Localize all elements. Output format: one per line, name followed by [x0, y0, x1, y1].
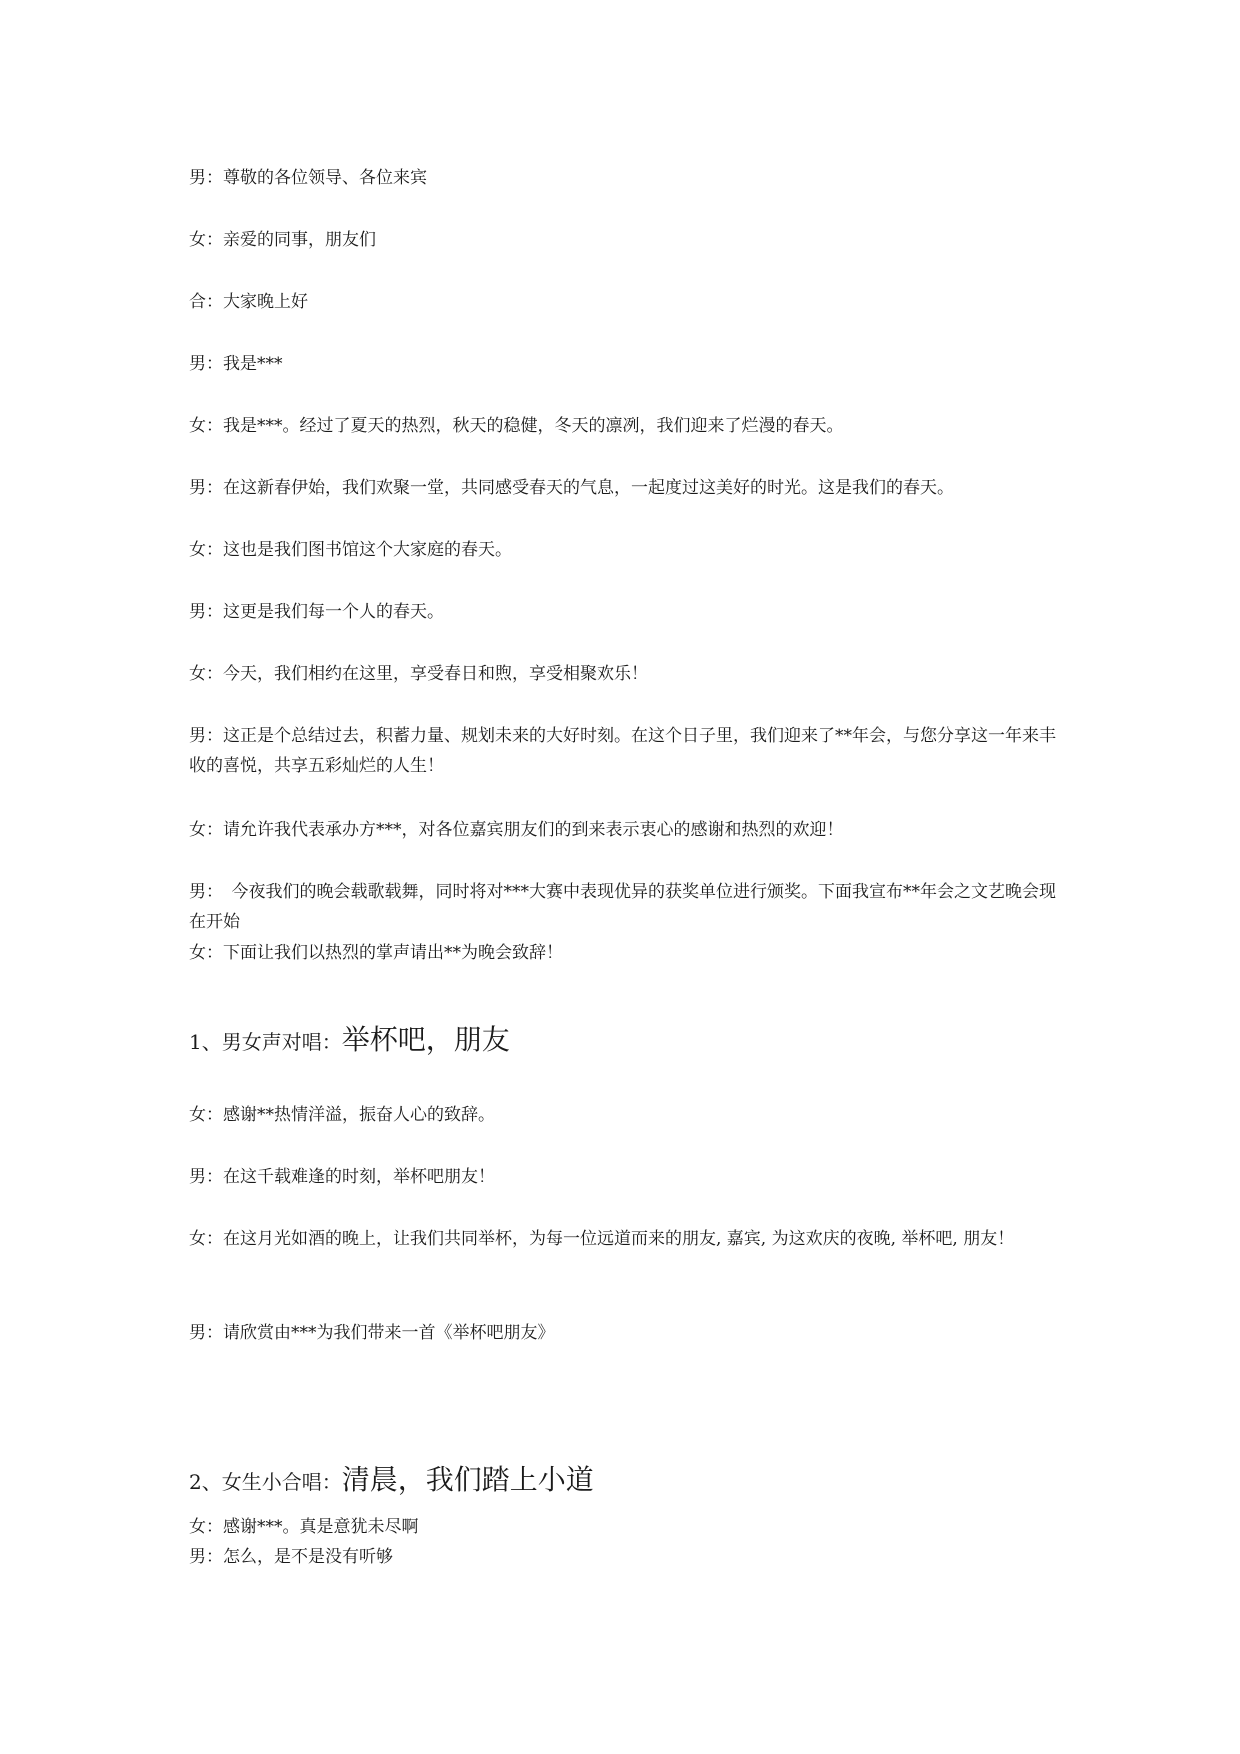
dialogue-line: 女：这也是我们图书馆这个大家庭的春天。 [189, 540, 512, 560]
dialogue-line: 男：这更是我们每一个人的春天。 [189, 602, 444, 622]
dialogue-line: 女：感谢**热情洋溢，振奋人心的致辞。 [189, 1105, 495, 1125]
section-heading [189, 1018, 1059, 1058]
dialogue-line: 男： 今夜我们的晚会载歌载舞，同时将对***大赛中表现优异的获奖单位进行颁奖。下面我宣布**年会之文艺晚会现在开始 [189, 882, 1056, 932]
dialogue-line: 男：在这新春伊始，我们欢聚一堂，共同感受春天的气息，一起度过这美好的时光。这是我们的春天。 [189, 478, 954, 498]
dialogue-line: 女：在这月光如酒的晚上，让我们共同举杯，为每一位远道而来的朋友, 嘉宾, 为这欢庆的夜晚, 举杯吧, 朋友！ [189, 1229, 1015, 1249]
section-number: 2、女生小合唱： [189, 1470, 342, 1494]
dialogue-line: 男：请欣赏由***为我们带来一首《举杯吧朋友》 [189, 1323, 555, 1343]
dialogue-line: 男：怎么，是不是没有听够 [189, 1547, 393, 1567]
dialogue-line: 女：请允许我代表承办方***，对各位嘉宾朋友们的到来表示衷心的感谢和热烈的欢迎！ [189, 820, 844, 840]
dialogue-line: 女：亲爱的同事，朋友们 [189, 230, 376, 250]
dialogue-line: 男：我是*** [189, 354, 283, 374]
dialogue-line: 女：感谢***。真是意犹未尽啊 [189, 1517, 419, 1537]
dialogue-line: 合：大家晚上好 [189, 292, 308, 312]
section-number: 1、男女声对唱： [189, 1030, 342, 1054]
song-title: 举杯吧，朋友 [341, 1023, 510, 1056]
song-title: 清晨，我们踏上小道 [341, 1463, 594, 1496]
section-heading [189, 1458, 1059, 1498]
dialogue-line: 男：在这千载难逢的时刻，举杯吧朋友！ [189, 1167, 495, 1187]
dialogue-line: 女：今天，我们相约在这里，享受春日和煦，享受相聚欢乐！ [189, 664, 648, 684]
dialogue-line: 女：我是***。经过了夏天的热烈，秋天的稳健，冬天的凛冽，我们迎来了烂漫的春天。 [189, 416, 844, 436]
dialogue-line: 男：尊敬的各位领导、各位来宾 [189, 168, 427, 188]
dialogue-line: 男：这正是个总结过去，积蓄力量、规划未来的大好时刻。在这个日子里，我们迎来了**年会，与您分享这一年来丰收的喜悦，共享五彩灿烂的人生！ [189, 726, 1056, 776]
dialogue-line: 女：下面让我们以热烈的掌声请出**为晚会致辞！ [189, 943, 563, 963]
